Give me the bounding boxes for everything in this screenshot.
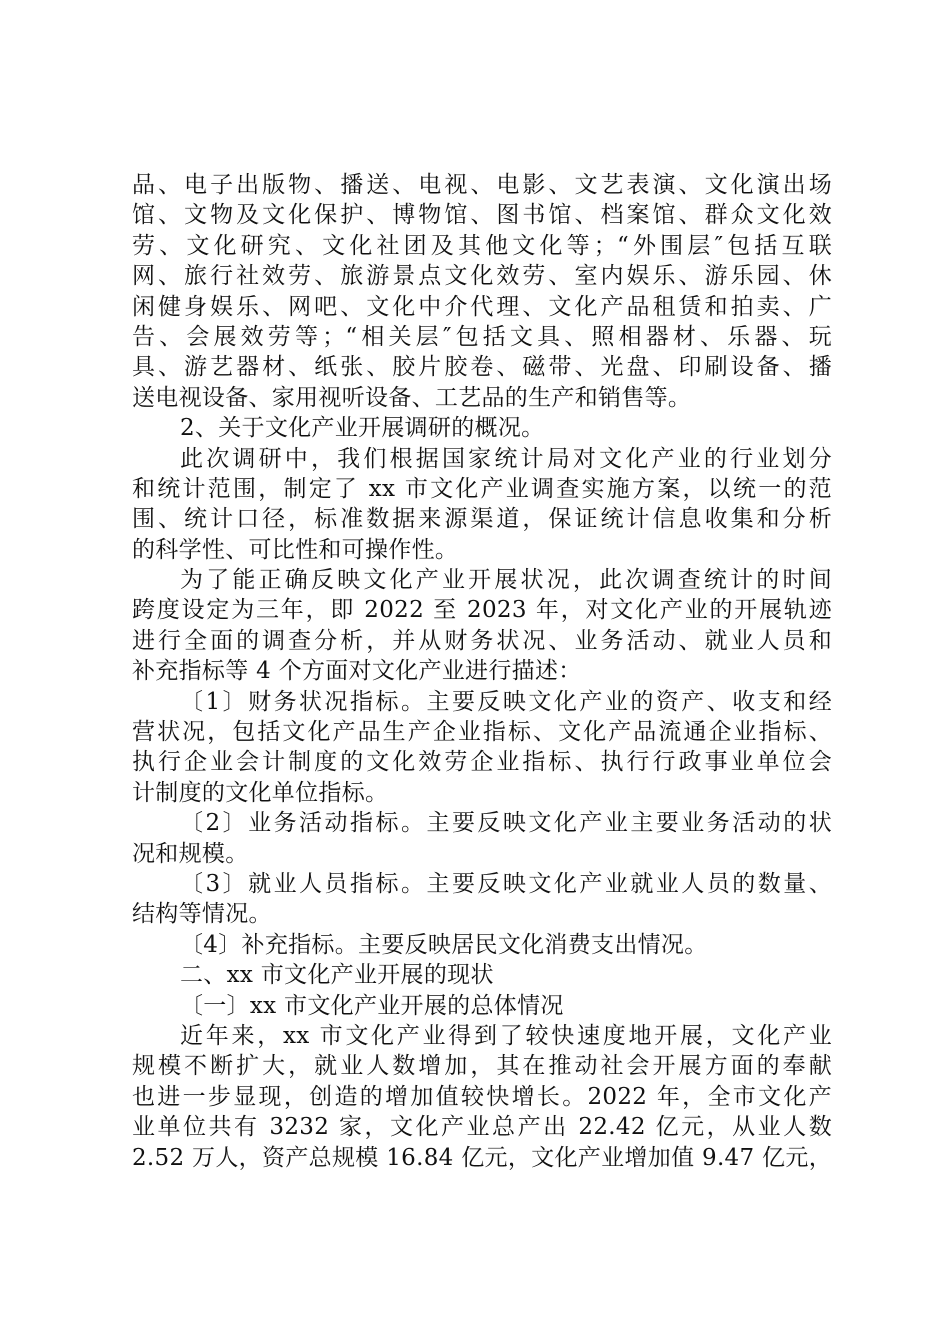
text-line: 品、电子出版物、播送、电视、电影、文艺表演、文化演出场	[132, 172, 832, 198]
text-line: 计制度的文化单位指标。	[132, 779, 389, 806]
text-line: 进行全面的调查分析，并从财务状况、业务活动、就业人员和	[132, 627, 832, 654]
text-line: 〔1〕财务状况指标。主要反映文化产业的资产、收支和经	[180, 688, 832, 715]
text-line: 营状况，包括文化产品生产企业指标、文化产品流通企业指标、	[132, 719, 832, 746]
text-line: 馆、文物及文化保护、博物馆、图书馆、档案馆、群众文化效	[132, 202, 832, 229]
text-line: 也进一步显现，创造的增加值较快增长。2022 年，全市文化产	[132, 1083, 832, 1110]
text-line: 执行企业会计制度的文化效劳企业指标、执行行政事业单位会	[132, 749, 832, 776]
text-line: 和统计范围，制定了 xx 市文化产业调查实施方案，以统一的范	[132, 475, 832, 502]
text-line: 结构等情况。	[132, 901, 272, 928]
text-line: 二、xx 市文化产业开展的现状	[180, 962, 494, 989]
text-line: 跨度设定为三年，即 2022 至 2023 年，对文化产业的开展轨迹	[132, 597, 832, 624]
text-line: 告、会展效劳等；“相关层″包括文具、照相器材、乐器、玩	[132, 323, 832, 350]
text-line: 劳、文化研究、文化社团及其他文化等；“外围层″包括互联	[132, 232, 832, 259]
document-body	[132, 170, 832, 1173]
text-line: 围、统计口径，标准数据来源渠道，保证统计信息收集和分析	[132, 506, 832, 533]
text-line: 送电视设备、家用视听设备、工艺品的生产和销售等。	[132, 384, 692, 411]
text-line: 近年来，xx 市文化产业得到了较快速度地开展，文化产业	[180, 1022, 832, 1049]
text-line: 况和规模。	[132, 840, 249, 867]
text-line: 〔一〕xx 市文化产业开展的总体情况	[180, 992, 564, 1019]
text-line: 此次调研中，我们根据国家统计局对文化产业的行业划分	[180, 445, 832, 472]
text-line: 业单位共有 3232 家，文化产业总产出 22.42 亿元，从业人数	[132, 1114, 832, 1141]
text-line: 的科学性、可比性和可操作性。	[132, 536, 459, 563]
text-line: 网、旅行社效劳、旅游景点文化效劳、室内娱乐、游乐园、休	[132, 263, 832, 290]
text-line: 补充指标等 4 个方面对文化产业进行描述：	[132, 658, 582, 685]
text-line: 闲健身娱乐、网吧、文化中介代理、文化产品租赁和拍卖、广	[132, 293, 832, 320]
text-line: 为了能正确反映文化产业开展状况，此次调查统计的时间	[180, 567, 832, 594]
text-line: 〔4〕补充指标。主要反映居民文化消费支出情况。	[180, 931, 708, 958]
text-line: 规模不断扩大，就业人数增加，其在推动社会开展方面的奉献	[132, 1053, 832, 1080]
text-line: 2.52 万人，资产总规模 16.84 亿元，文化产业增加值 9.47 亿元，	[132, 1144, 832, 1171]
text-line: 具、游艺器材、纸张、胶片胶卷、磁带、光盘、印刷设备、播	[132, 354, 832, 381]
text-line: 〔2〕业务活动指标。主要反映文化产业主要业务活动的状	[180, 810, 832, 837]
text-line: 2、关于文化产业开展调研的概况。	[180, 415, 545, 442]
text-line: 〔3〕就业人员指标。主要反映文化产业就业人员的数量、	[180, 870, 832, 897]
